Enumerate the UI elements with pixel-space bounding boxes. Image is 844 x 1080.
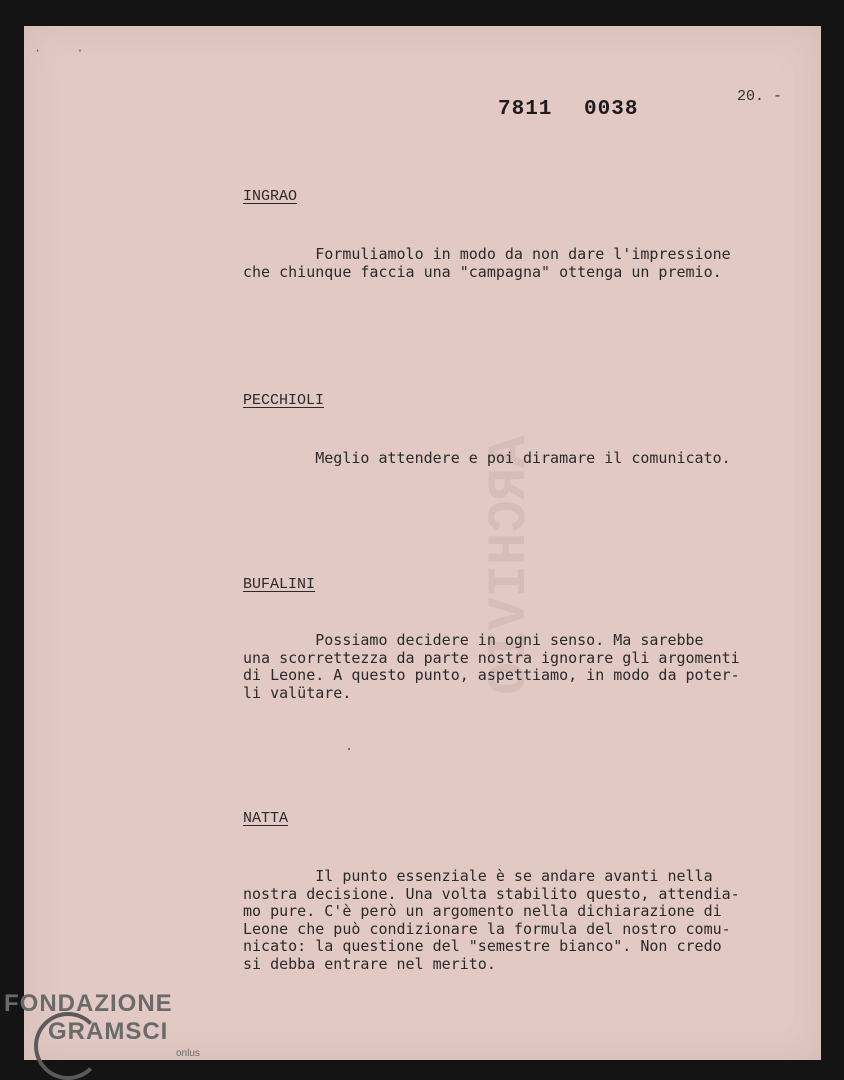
- paragraph-ingrao: Formuliamolo in modo da non dare l'impressione che chiunque faccia una "campagna" ottenga un premio.: [243, 245, 731, 281]
- paragraph-natta: Il punto essenziale è se andare avanti nella nostra decisione. Una volta stabilito questo, attendia- mo pure. C'è però un argomento nella dichiarazione di Leone che può condizionare la formula del nostro comu- nicato: la questione del "semestre bianco". Non credo si debba entrare nel merito.: [243, 867, 740, 973]
- document-code: 7811 0038: [498, 98, 639, 121]
- logo-line-2: GRAMSCI: [48, 1018, 169, 1045]
- speaker-bufalini: BUFALINI: [243, 576, 316, 593]
- paragraph-bufalini: Possiamo decidere in ogni senso. Ma sarebbe una scorrettezza da parte nostra ignorare gli argomenti di Leone. A questo punto, aspettiamo, in modo da poter- li valütare.: [243, 631, 740, 702]
- fondazione-gramsci-logo: [4, 990, 200, 1059]
- ink-speck: [348, 748, 350, 750]
- speaker-natta: NATTA: [243, 810, 289, 827]
- paragraph-pecchioli: Meglio attendere e poi diramare il comunicato.: [243, 449, 731, 467]
- margin-dots: · ·: [34, 44, 98, 58]
- logo-line-1: FONDAZIONE: [4, 990, 173, 1017]
- archive-stamp-watermark: ARCHIVIO: [479, 435, 541, 695]
- speaker-pecchioli: PECCHIOLI: [243, 392, 325, 409]
- logo-line-3: onlus: [176, 1048, 200, 1059]
- page-number: 20. -: [737, 88, 783, 105]
- speaker-ingrao: INGRAO: [243, 188, 298, 205]
